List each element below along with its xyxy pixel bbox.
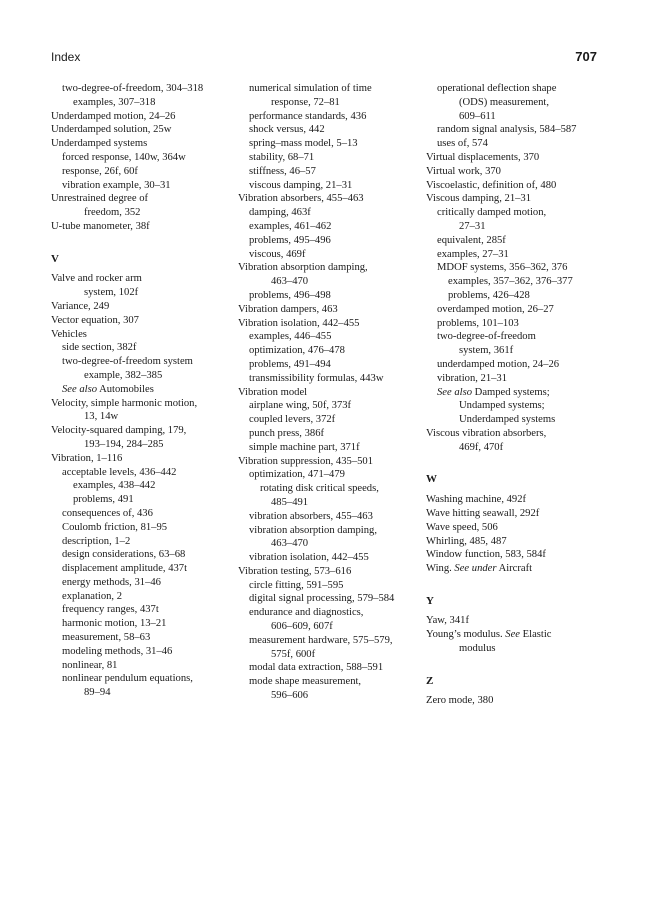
index-entry: Virtual work, 370 [426,165,501,177]
index-entry: uses of, 574 [437,138,488,150]
section-letter: Y [426,594,434,607]
index-entry: problems, 426–428 [448,289,530,301]
index-entry: Underdamped solution, 25w [51,124,172,136]
index-entry: critically damped motion, [437,207,547,219]
index-entry: two-degree-of-freedom [437,331,536,343]
index-entry: problems, 495–496 [249,234,331,246]
index-entry: random signal analysis, 584–587 [437,124,577,136]
index-entry: modeling methods, 31–46 [62,645,173,657]
index-entry: 596–606 [271,690,309,702]
index-column-3 [426,82,611,708]
index-entry: examples, 438–442 [73,480,156,492]
index-entry: Viscous damping, 21–31 [426,193,532,205]
index-entry: Vibration model [238,386,308,398]
index-entry: harmonic motion, 13–21 [62,618,167,630]
index-entry: Vibration isolation, 442–455 [238,317,360,329]
index-entry: side section, 382f [62,342,137,354]
index-column-1 [51,82,236,700]
index-entry: Vibration dampers, 463 [238,303,338,315]
index-entry: examples, 307–318 [73,96,156,108]
index-entry: nonlinear pendulum equations, [62,673,193,685]
index-entry: simple machine part, 371f [249,441,360,453]
running-header-title: Index [51,50,81,64]
index-entry: 463–470 [271,538,309,550]
index-entry: Virtual displacements, 370 [426,151,540,163]
index-entry: MDOF systems, 356–362, 376 [437,262,568,274]
index-entry: digital signal processing, 579–584 [249,593,395,605]
index-entry: punch press, 386f [249,427,325,439]
index-entry: Whirling, 485, 487 [426,535,507,547]
index-entry: optimization, 476–478 [249,345,345,357]
index-entry: transmissibility formulas, 443w [249,372,384,384]
index-entry: Undamped systems; [459,400,545,412]
index-entry: Unrestrained degree of [51,193,149,205]
index-entry: U-tube manometer, 38f [51,220,150,232]
index-entry: operational deflection shape [437,83,557,94]
index-entry: vibration, 21–31 [437,372,508,384]
index-entry: mode shape measurement, [249,676,362,688]
index-entry: Window function, 583, 584f [426,549,546,561]
index-entry: forced response, 140w, 364w [62,151,186,163]
index-entry: viscous, 469f [249,248,306,260]
index-entry: Yaw, 341f [426,615,469,627]
index-entry: 469f, 470f [459,441,504,453]
index-entry: response, 72–81 [271,96,340,108]
index-entry: Zero mode, 380 [426,695,494,707]
index-entry: Vehicles [51,328,87,340]
index-entry: two-degree-of-freedom system [62,356,193,368]
index-entry: 575f, 600f [271,648,316,660]
section-gap [426,576,611,590]
index-entry: Valve and rocker arm [51,273,142,285]
index-entry: vibration example, 30–31 [62,179,171,191]
section-gap [426,455,611,469]
index-entry: response, 26f, 60f [62,165,138,177]
index-entry: consequences of, 436 [62,507,153,519]
index-entry: system, 361f [459,345,514,357]
section-letter: W [426,473,437,486]
index-entry: 27–31 [459,220,486,232]
section-letter: Z [426,674,434,687]
index-entry: description, 1–2 [62,535,131,547]
index-entry: problems, 491–494 [249,358,331,370]
index-entry: system, 102f [84,287,139,299]
index-entry: 193–194, 284–285 [84,438,164,450]
index-entry: shock versus, 442 [249,124,325,136]
index-entry: circle fitting, 591–595 [249,579,344,591]
index-entry: vibration absorbers, 455–463 [249,510,373,522]
index-entry: two-degree-of-freedom, 304–318 [62,83,204,94]
page-number: 707 [575,49,597,64]
index-entry: Vibration, 1–116 [51,452,123,464]
section-letter: V [51,252,59,265]
index-entry: Wing. See under Aircraft [426,563,533,575]
index-entry: Variance, 249 [51,300,110,312]
index-entry: 13, 14w [84,411,119,423]
index-entry: coupled levers, 372f [249,414,336,426]
index-entry: vibration isolation, 442–455 [249,552,369,564]
index-entry: viscous damping, 21–31 [249,179,353,191]
index-entry: Viscoelastic, definition of, 480 [426,179,557,191]
index-entry: Washing machine, 492f [426,494,527,506]
index-entry: 89–94 [84,687,111,699]
index-entry: 609–611 [459,110,496,122]
index-entry: 463–470 [271,276,309,288]
index-entry: numerical simulation of time [249,83,372,94]
index-entry: modulus [459,643,496,655]
index-entry: performance standards, 436 [249,110,367,122]
index-entry: explanation, 2 [62,590,123,602]
index-entry: energy methods, 31–46 [62,576,161,588]
index-entry: Young’s modulus. See Elastic [426,629,552,641]
index-entry: problems, 491 [73,494,134,506]
index-entry: design considerations, 63–68 [62,549,186,561]
index-entry: measurement hardware, 575–579, [249,634,393,646]
index-entry: See also Damped systems; [437,386,550,398]
index-entry: Underdamped systems [51,138,148,150]
index-entry: examples, 461–462 [249,220,332,232]
section-gap [51,234,236,248]
index-entry: example, 382–385 [84,369,163,381]
index-entry: equivalent, 285f [437,234,506,246]
index-entry: frequency ranges, 437t [62,604,159,616]
index-entry: rotating disk critical speeds, [260,483,379,495]
index-entry: stiffness, 46–57 [249,165,316,177]
index-entry: stability, 68–71 [249,151,315,163]
index-entry: overdamped motion, 26–27 [437,303,554,315]
index-entry: optimization, 471–479 [249,469,345,481]
index-entry: airplane wing, 50f, 373f [249,400,352,412]
index-entry: Viscous vibration absorbers, [426,427,547,439]
index-entry: measurement, 58–63 [62,632,151,644]
index-entry: endurance and diagnostics, [249,607,364,619]
index-entry: problems, 496–498 [249,289,331,301]
index-entry: Coulomb friction, 81–95 [62,521,168,533]
index-entry: modal data extraction, 588–591 [249,662,384,674]
index-entry: examples, 357–362, 376–377 [448,276,573,288]
index-entry: Vibration testing, 573–616 [238,565,352,577]
index-entry: damping, 463f [249,207,311,219]
index-entry: freedom, 352 [84,207,141,219]
index-entry: acceptable levels, 436–442 [62,466,177,478]
section-gap [426,656,611,670]
index-entry: Underdamped motion, 24–26 [51,110,176,122]
index-entry: Vector equation, 307 [51,314,139,326]
index-column-2 [238,82,423,703]
index-entry: Wave speed, 506 [426,521,498,533]
index-entry: 485–491 [271,496,309,508]
index-entry: (ODS) measurement, [459,96,550,108]
index-entry: See also Automobiles [62,383,154,395]
index-entry: examples, 27–31 [437,248,509,260]
index-entry: problems, 101–103 [437,317,519,329]
index-entry: examples, 446–455 [249,331,332,343]
index-entry: vibration absorption damping, [249,524,377,536]
index-entry: Vibration absorption damping, [238,262,368,274]
index-entry: Velocity-squared damping, 179, [51,425,187,437]
index-entry: Velocity, simple harmonic motion, [51,397,198,409]
index-entry: spring–mass model, 5–13 [249,138,358,150]
index-entry: 606–609, 607f [271,621,333,633]
index-entry: Underdamped systems [459,414,556,426]
index-entry: underdamped motion, 24–26 [437,358,560,370]
index-entry: Vibration absorbers, 455–463 [238,193,364,205]
index-entry: Wave hitting seawall, 292f [426,507,540,519]
index-entry: displacement amplitude, 437t [62,563,188,575]
index-entry: nonlinear, 81 [62,659,118,671]
index-entry: Vibration suppression, 435–501 [238,455,374,467]
